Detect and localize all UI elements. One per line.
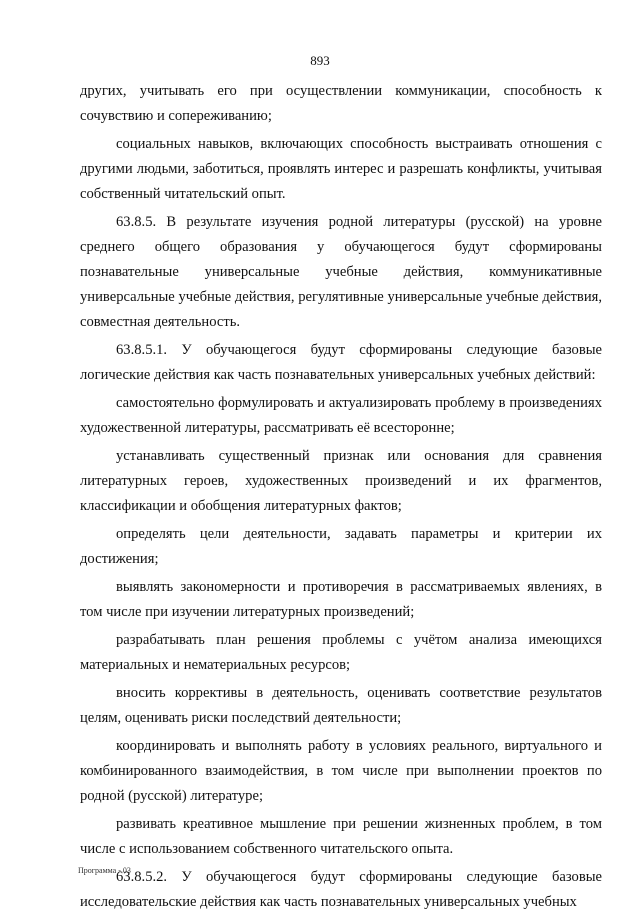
paragraph-63-8-5-1: 63.8.5.1. У обучающегося будут сформированы следующие базовые логические действия как часть познавательных универсальных учебных действий: [80, 342, 602, 383]
paragraph-63-8-5: 63.8.5. В результате изучения родной литературы (русской) на уровне среднего общего образования у обучающегося будут сформированы познавательные универсальные учебные действия, коммуникативные универсальные учебные действия, регулятивные универсальные учебные действия, совместная деятельность. [80, 214, 602, 330]
paragraph-63-8-5-2: 63.8.5.2. У обучающегося будут сформированы следующие базовые исследовательские действия как часть познавательных универсальных учебных [80, 869, 602, 910]
list-item: вносить коррективы в деятельность, оценивать соответствие результатов целям, оценивать риски последствий деятельности; [80, 685, 602, 726]
list-item: координировать и выполнять работу в условиях реального, виртуального и комбинированного взаимодействия, в том числе при выполнении проектов по родной (русской) литературе; [80, 738, 602, 804]
page-number: 893 [310, 53, 330, 68]
list-item: устанавливать существенный признак или основания для сравнения литературных героев, художественных произведений и их фрагментов, классификации и обобщения литературных фактов; [80, 448, 602, 514]
list-item: самостоятельно формулировать и актуализировать проблему в произведениях художественной литературы, рассматривать её всесторонне; [80, 395, 602, 436]
list-item: разрабатывать план решения проблемы с учётом анализа имеющихся материальных и нематериальных ресурсов; [80, 632, 602, 673]
page-footer: Программа - 03 [78, 866, 131, 875]
page-body [80, 79, 602, 918]
list-item: развивать креативное мышление при решении жизненных проблем, в том числе с использованием собственного читательского опыта. [80, 816, 602, 857]
paragraph-continuation: других, учитывать его при осуществлении коммуникации, способность к сочувствию и сопереживанию; [80, 83, 602, 124]
paragraph-social-skills: социальных навыков, включающих способность выстраивать отношения с другими людьми, заботиться, проявлять интерес и разрешать конфликты, учитывая собственный читательский опыт. [80, 136, 602, 202]
list-item: определять цели деятельности, задавать параметры и критерии их достижения; [80, 526, 602, 567]
list-item: выявлять закономерности и противоречия в рассматриваемых явлениях, в том числе при изучении литературных произведений; [80, 579, 602, 620]
